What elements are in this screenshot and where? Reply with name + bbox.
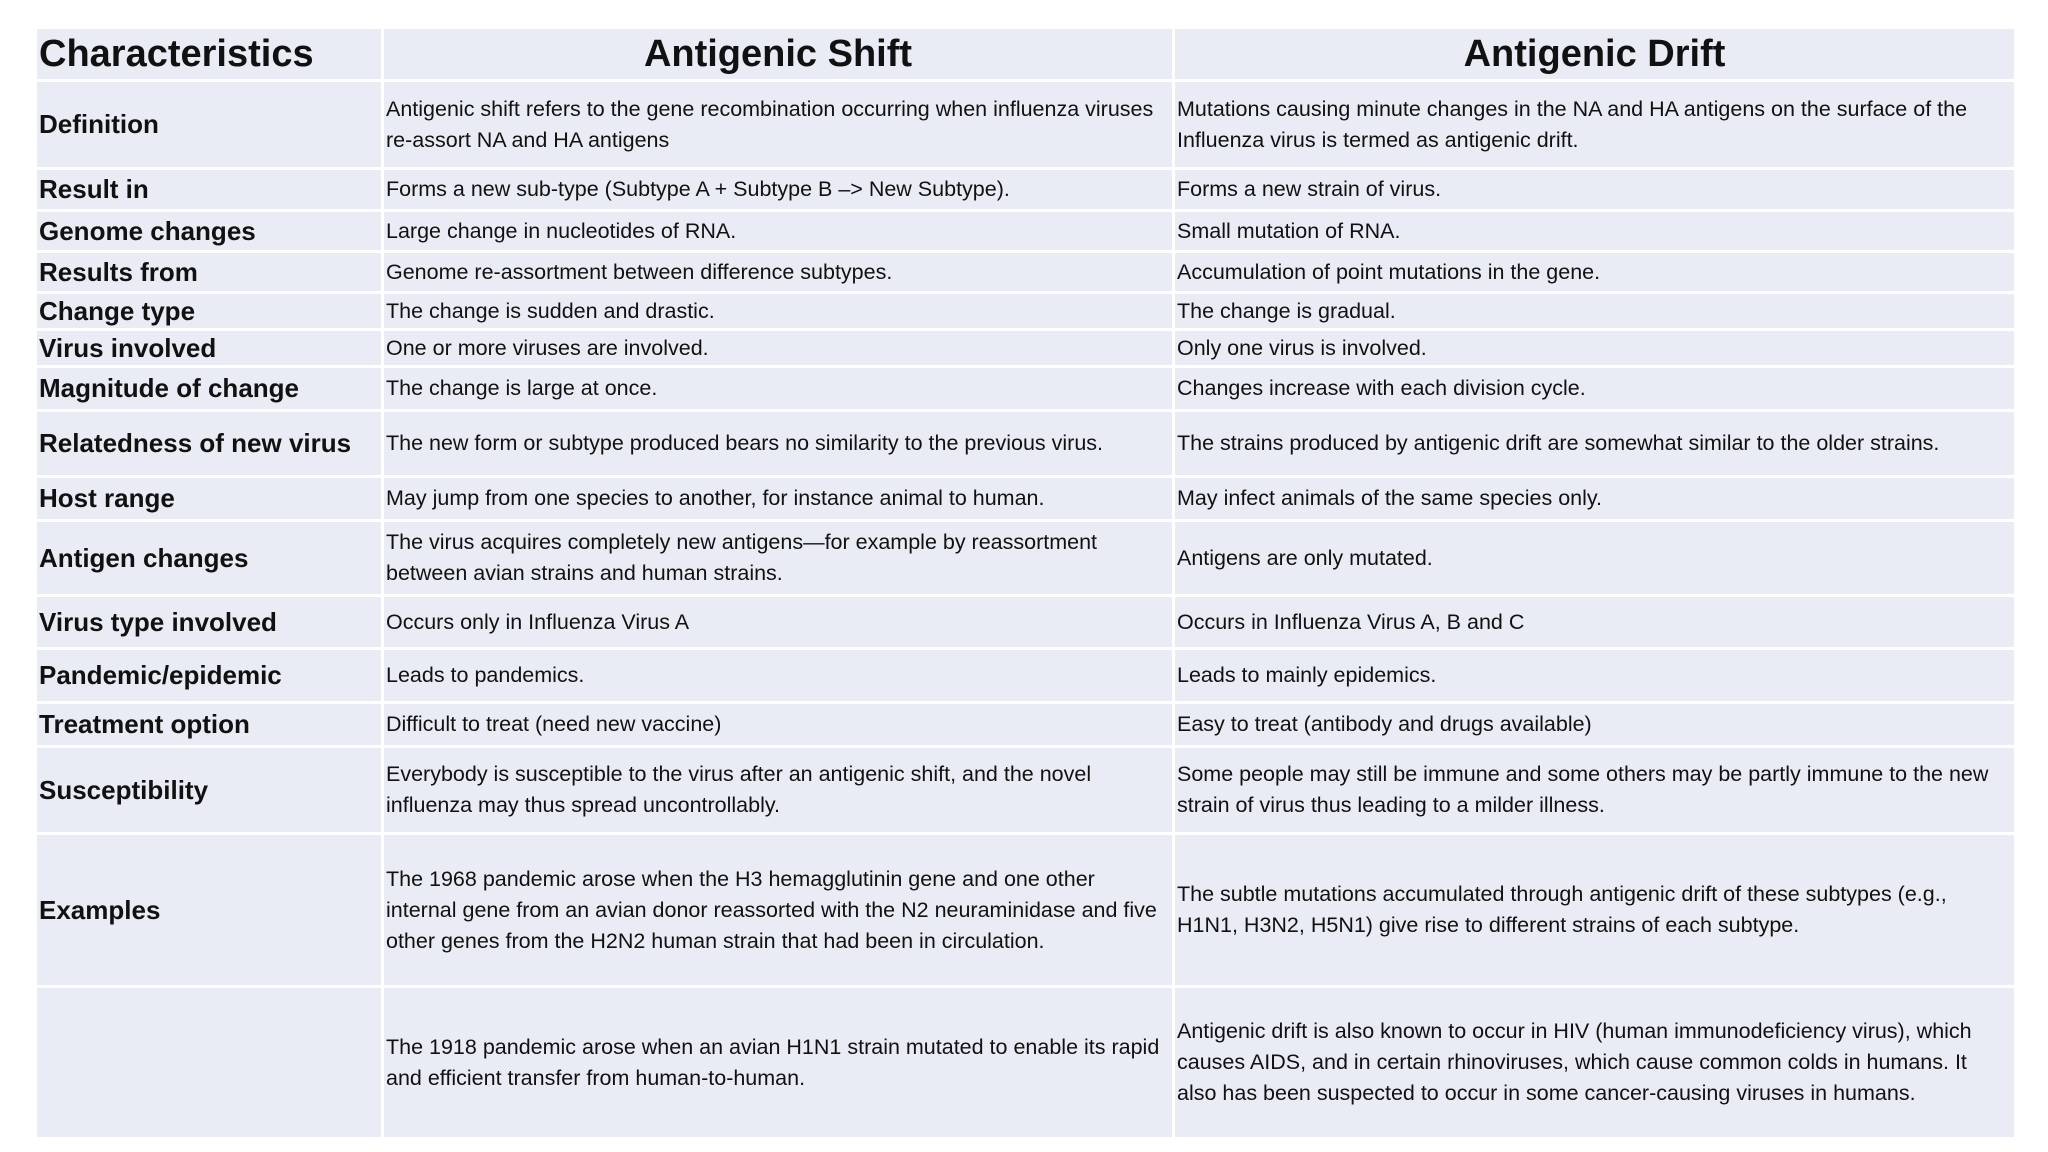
- table-row: [36, 834, 2016, 987]
- drift-cell: Accumulation of point mutations in the gene.: [1174, 252, 2016, 293]
- row-label: Virus type involved: [36, 596, 383, 649]
- shift-cell: The 1918 pandemic arose when an avian H1N1 strain mutated to enable its rapid and efficient transfer from human-to-human.: [383, 987, 1174, 1139]
- comparison-table: [34, 26, 2017, 1140]
- table-row: [36, 521, 2016, 596]
- drift-cell: Forms a new strain of virus.: [1174, 169, 2016, 211]
- row-label: Result in: [36, 169, 383, 211]
- table-row: [36, 477, 2016, 521]
- header-antigenic-drift: Antigenic Drift: [1174, 28, 2016, 81]
- table-row: [36, 703, 2016, 747]
- row-label: Relatedness of new virus: [36, 411, 383, 477]
- row-label: Definition: [36, 81, 383, 169]
- table-row: [36, 293, 2016, 330]
- row-label: Results from: [36, 252, 383, 293]
- drift-cell: Occurs in Influenza Virus A, B and C: [1174, 596, 2016, 649]
- row-label: Virus involved: [36, 330, 383, 367]
- row-label: Treatment option: [36, 703, 383, 747]
- table-row: [36, 169, 2016, 211]
- drift-cell: Antigens are only mutated.: [1174, 521, 2016, 596]
- shift-cell: Occurs only in Influenza Virus A: [383, 596, 1174, 649]
- table-row: [36, 411, 2016, 477]
- table-row: [36, 747, 2016, 834]
- shift-cell: Leads to pandemics.: [383, 649, 1174, 703]
- shift-cell: May jump from one species to another, for instance animal to human.: [383, 477, 1174, 521]
- shift-cell: Forms a new sub-type (Subtype A + Subtype B –> New Subtype).: [383, 169, 1174, 211]
- shift-cell: Large change in nucleotides of RNA.: [383, 211, 1174, 252]
- row-label: Change type: [36, 293, 383, 330]
- row-label: Genome changes: [36, 211, 383, 252]
- table-row: [36, 649, 2016, 703]
- drift-cell: Easy to treat (antibody and drugs available): [1174, 703, 2016, 747]
- row-label: Susceptibility: [36, 747, 383, 834]
- row-label: Antigen changes: [36, 521, 383, 596]
- shift-cell: Difficult to treat (need new vaccine): [383, 703, 1174, 747]
- row-label: [36, 987, 383, 1139]
- table-row: [36, 596, 2016, 649]
- row-label: Host range: [36, 477, 383, 521]
- shift-cell: The change is large at once.: [383, 367, 1174, 411]
- table-row: [36, 330, 2016, 367]
- table-row: [36, 987, 2016, 1139]
- drift-cell: Only one virus is involved.: [1174, 330, 2016, 367]
- shift-cell: One or more viruses are involved.: [383, 330, 1174, 367]
- table-row: [36, 252, 2016, 293]
- table-row: [36, 81, 2016, 169]
- shift-cell: The change is sudden and drastic.: [383, 293, 1174, 330]
- drift-cell: The strains produced by antigenic drift are somewhat similar to the older strains.: [1174, 411, 2016, 477]
- shift-cell: The 1968 pandemic arose when the H3 hemagglutinin gene and one other internal gene from an avian donor reassorted with the N2 neuraminidase and five other genes from the H2N2 human strain that had been in circulation.: [383, 834, 1174, 987]
- row-label: Pandemic/epidemic: [36, 649, 383, 703]
- header-characteristics: Characteristics: [36, 28, 383, 81]
- drift-cell: May infect animals of the same species only.: [1174, 477, 2016, 521]
- drift-cell: The change is gradual.: [1174, 293, 2016, 330]
- row-label: Magnitude of change: [36, 367, 383, 411]
- table-header-row: [36, 28, 2016, 81]
- header-antigenic-shift: Antigenic Shift: [383, 28, 1174, 81]
- drift-cell: Antigenic drift is also known to occur in HIV (human immunodeficiency virus), which causes AIDS, and in certain rhinoviruses, which cause common colds in humans. It also has been suspected to occur in some cancer-causing viruses in humans.: [1174, 987, 2016, 1139]
- drift-cell: Mutations causing minute changes in the NA and HA antigens on the surface of the Influenza virus is termed as antigenic drift.: [1174, 81, 2016, 169]
- row-label: Examples: [36, 834, 383, 987]
- drift-cell: Leads to mainly epidemics.: [1174, 649, 2016, 703]
- drift-cell: Changes increase with each division cycle.: [1174, 367, 2016, 411]
- table-row: [36, 211, 2016, 252]
- shift-cell: Genome re-assortment between difference subtypes.: [383, 252, 1174, 293]
- shift-cell: Everybody is susceptible to the virus after an antigenic shift, and the novel influenza may thus spread uncontrollably.: [383, 747, 1174, 834]
- drift-cell: Some people may still be immune and some others may be partly immune to the new strain of virus thus leading to a milder illness.: [1174, 747, 2016, 834]
- drift-cell: The subtle mutations accumulated through antigenic drift of these subtypes (e.g., H1N1, H3N2, H5N1) give rise to different strains of each subtype.: [1174, 834, 2016, 987]
- drift-cell: Small mutation of RNA.: [1174, 211, 2016, 252]
- comparison-slide: [34, 26, 2014, 1140]
- shift-cell: The new form or subtype produced bears no similarity to the previous virus.: [383, 411, 1174, 477]
- shift-cell: Antigenic shift refers to the gene recombination occurring when influenza viruses re-assort NA and HA antigens: [383, 81, 1174, 169]
- shift-cell: The virus acquires completely new antigens—for example by reassortment between avian strains and human strains.: [383, 521, 1174, 596]
- table-row: [36, 367, 2016, 411]
